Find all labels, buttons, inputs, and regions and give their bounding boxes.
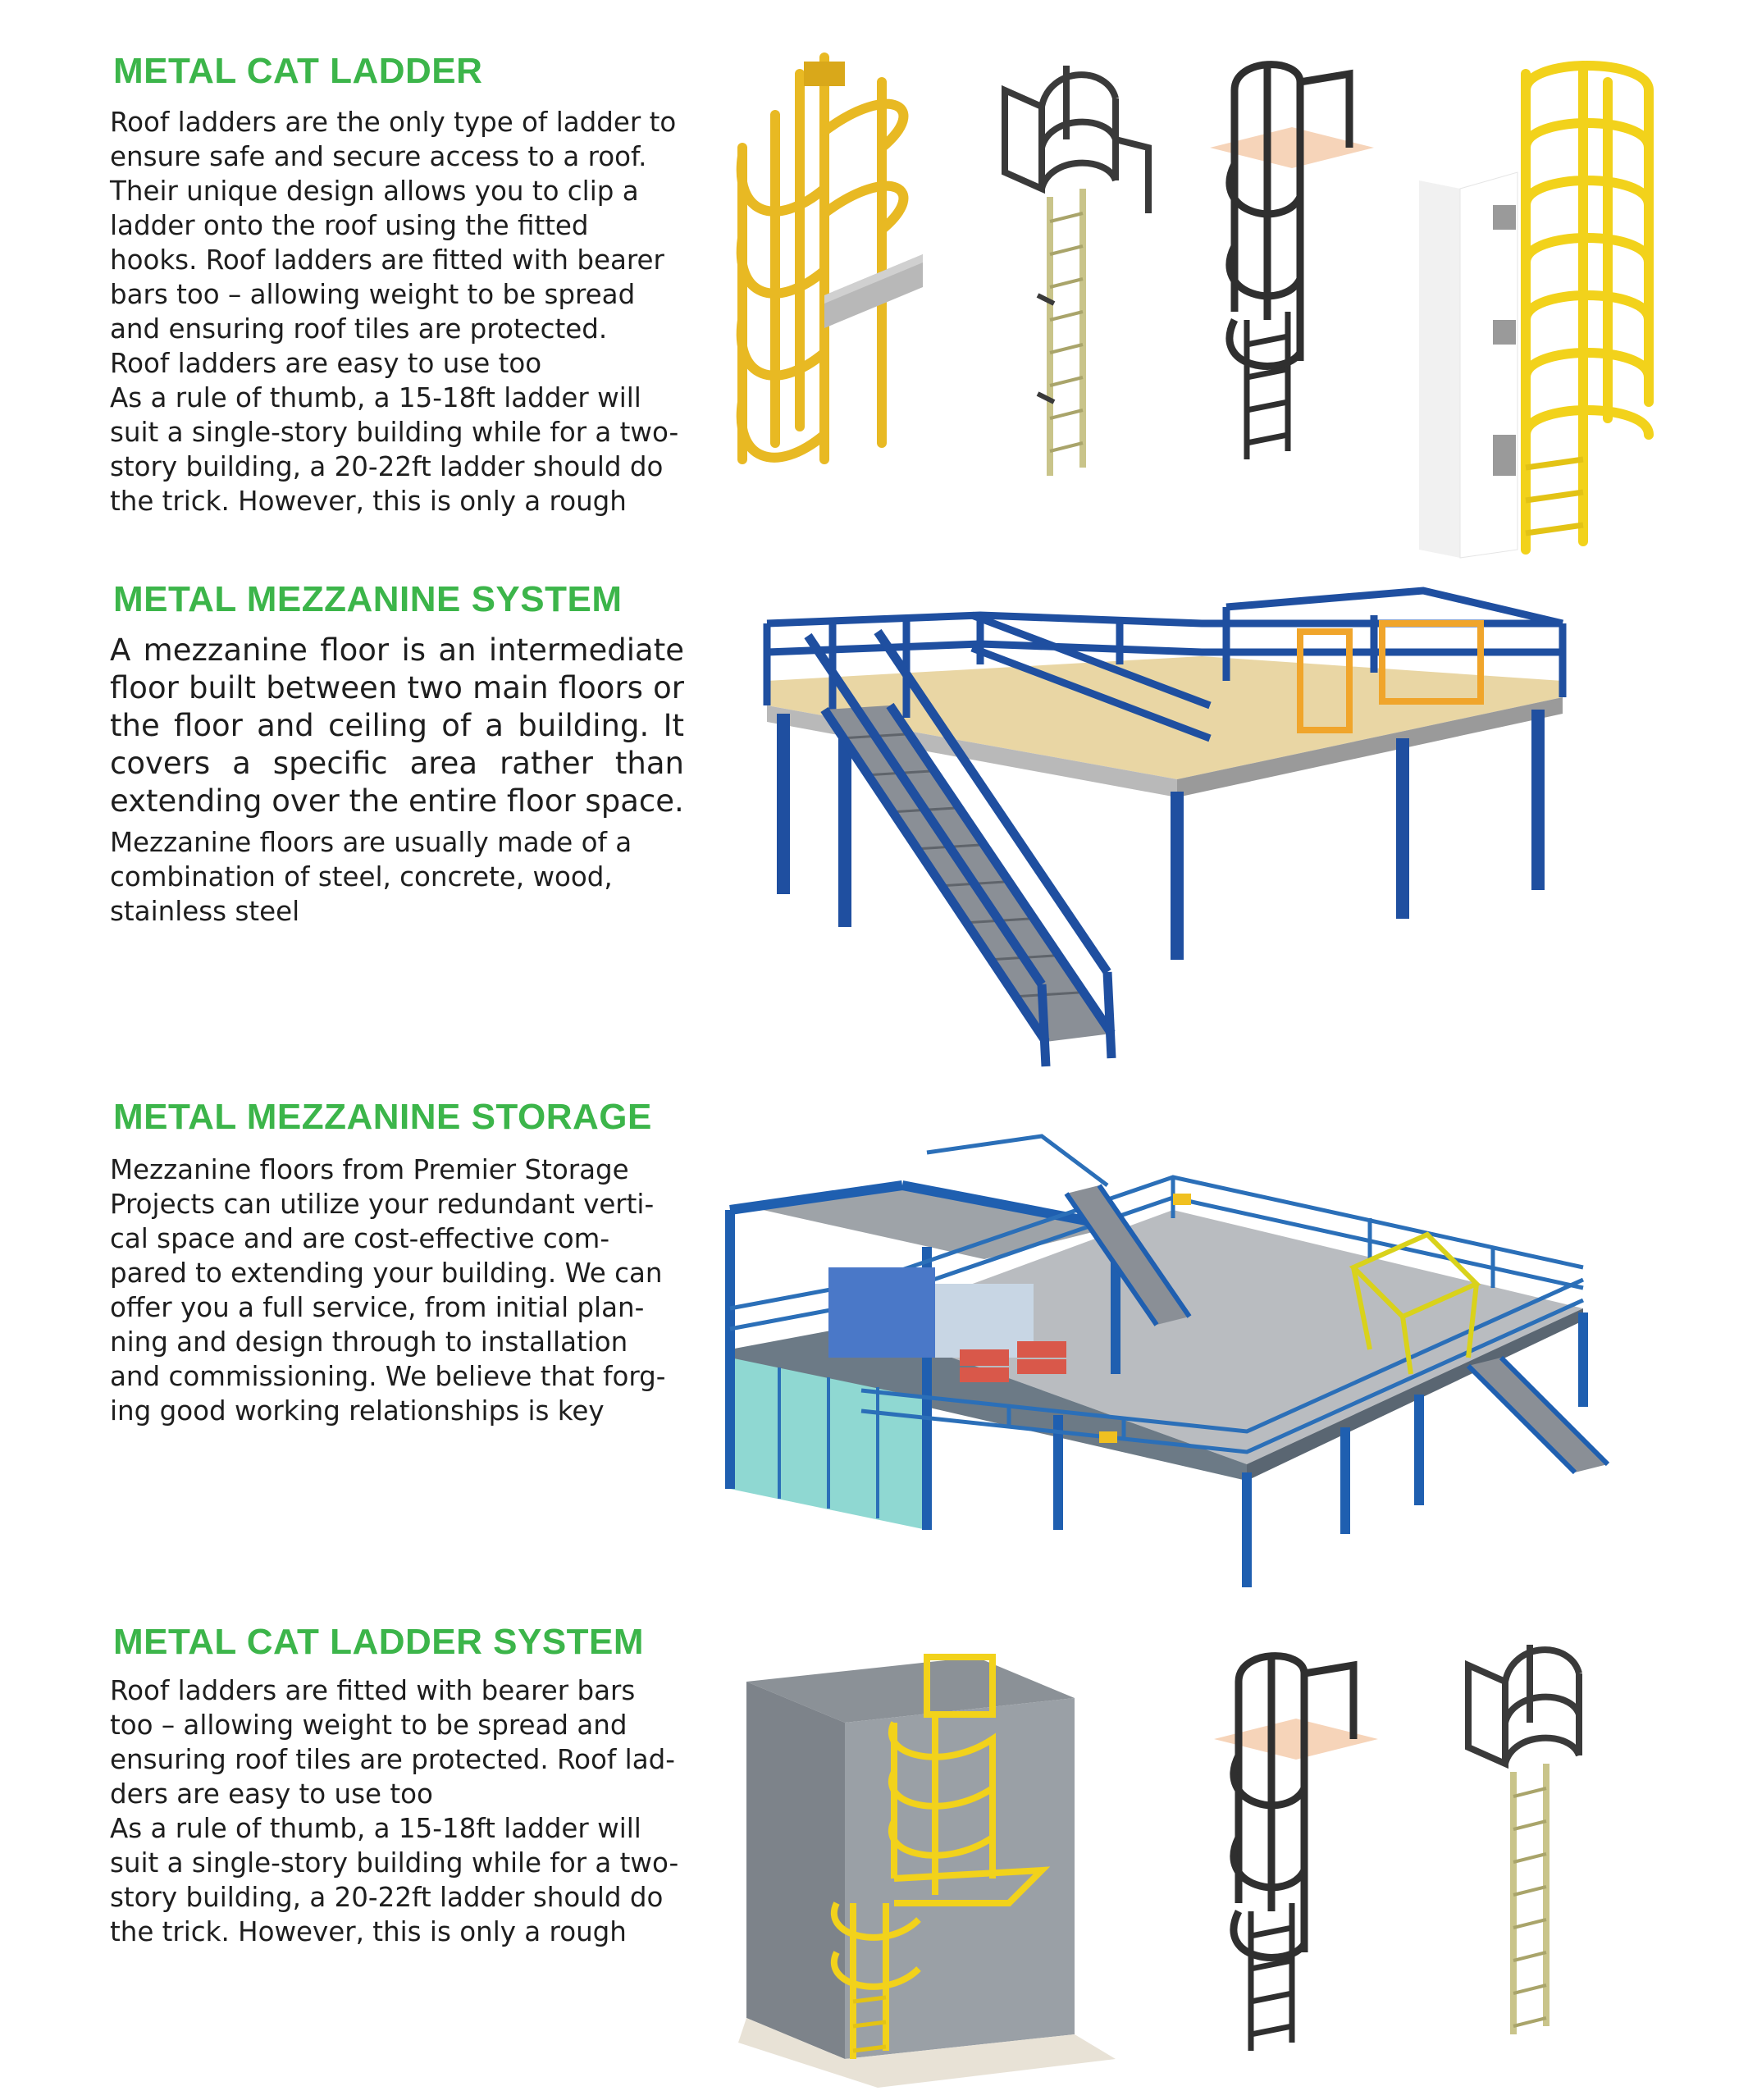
section-heading: METAL MEZZANINE SYSTEM	[113, 579, 623, 619]
black-cage-ladder-illustration	[1202, 49, 1382, 476]
gold-caged-ladder-illustration	[726, 49, 956, 476]
section-body: Roof ladders are fitted with bearer bars too – allowing weight to be spread and ensuring roof tiles are protected. Roof lad- ders are easy to use too As a rule of thumb, a 15-18ft ladder will suit a single-story building while for a two- story building, a 20-22ft ladder should do the trick. However, this is only a rough	[110, 1675, 679, 1947]
dark-cage-ladder-illustration	[1456, 1641, 1620, 2051]
section-body: Roof ladders are the only type of ladder to ensure safe and secure access to a roof. Their unique design allows you to clip a ladder onto the roof using the fitted hooks. Roof ladders are fitted with bearer bars too – allowing weight to be spread and ensuring roof tiles are protected. Roof ladders are easy to use too As a rule of thumb, a 15-18ft ladder will suit a single-story building while for a two- story building, a 20-22ft ladder should do the trick. However, this is only a rough	[110, 107, 679, 517]
section-heading: METAL MEZZANINE STORAGE	[113, 1097, 652, 1137]
section-heading: METAL CAT LADDER SYSTEM	[113, 1622, 645, 1662]
dark-cage-ladder-illustration	[993, 49, 1157, 492]
storage-mezzanine-illustration	[714, 1103, 1641, 1596]
section-body: Mezzanine floors from Premier Storage Projects can utilize your redundant verti- cal space and are cost-effective com- pared to extending your building. We can offer you a full service, from initial plan- ning and design through to installation and commissioning. We believe that forg- ing good working relationships is key	[110, 1154, 666, 1427]
building-block-ladder-illustration	[730, 1632, 1157, 2092]
section-body: Mezzanine floors are usually made of a combination of steel, concrete, wood, stainless steel	[110, 827, 632, 927]
blue-mezzanine-platform-illustration	[751, 574, 1587, 1075]
black-cage-ladder-illustration	[1206, 1641, 1386, 2067]
section-heading: METAL CAT LADDER	[113, 51, 483, 91]
section-lead: A mezzanine floor is an intermediate floor built between two main floors or the floor and ceiling of a building. It covers a specific area rather than extending over the entire floor space.	[110, 632, 684, 819]
yellow-cage-ladder-illustration	[1411, 57, 1673, 566]
